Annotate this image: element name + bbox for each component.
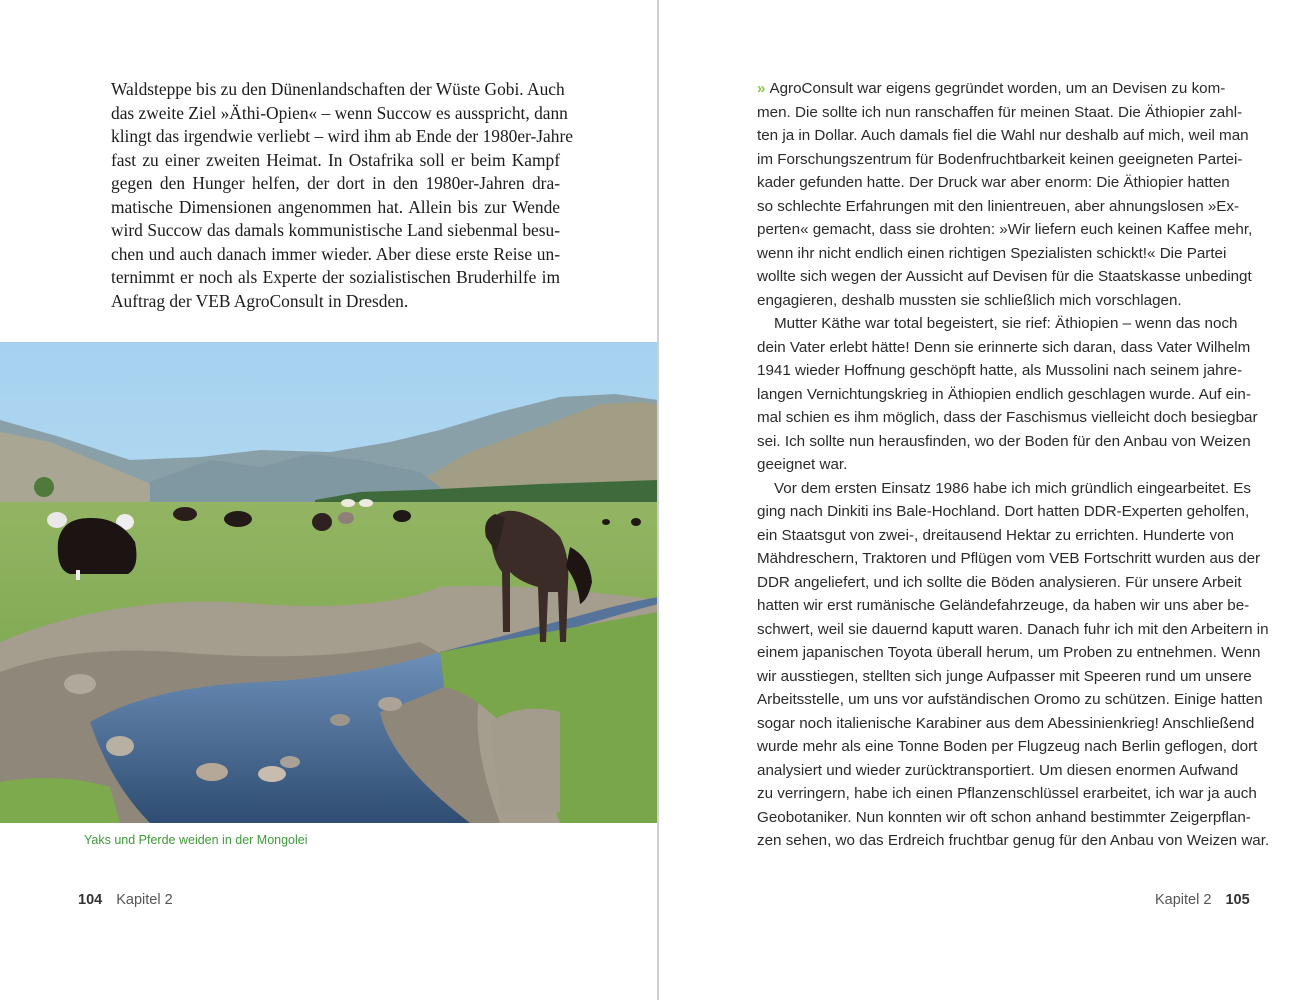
- text-line: so schlechte Erfahrungen mit den linientreuen, aber ahnungslosen »Ex-: [757, 197, 1240, 215]
- right-body-text: [757, 77, 1270, 853]
- text-line: engagieren, deshalb mussten sie schließlich mich vorschlagen.: [757, 291, 1182, 309]
- text-line: geeignet war.: [757, 456, 848, 473]
- photo-caption: Yaks und Pferde weiden in der Mongolei: [84, 833, 308, 847]
- text-line: kader gefunden hatte. Der Druck war aber enorm: Die Äthiopier hatten: [757, 174, 1230, 191]
- text-line: wurde mehr als eine Tonne Boden per Flugzeug nach Berlin geflogen, dort: [757, 738, 1258, 755]
- text-line: Geobotaniker. Nun konnten wir oft schon anhand bestimmter Zeigerpflan-: [757, 808, 1251, 826]
- mongolia-landscape-photo: [0, 342, 658, 823]
- text-line: das zweite Ziel »Äthi-Opien« – wenn Succow es ausspricht, dann: [111, 102, 568, 123]
- text-line: im Forschungszentrum für Bodenfruchtbarkeit keinen geeigneten Partei-: [757, 150, 1243, 168]
- text-line: dein Vater erlebt hätte! Denn sie erinnerte sich daran, dass Vater Wilhelm: [757, 338, 1251, 356]
- text-line: sogar noch italienische Karabiner aus dem Abessinienkrieg! Anschließend: [757, 714, 1255, 732]
- right-page-folio: [1155, 892, 1250, 908]
- chapter-label: Kapitel 2: [1155, 892, 1212, 908]
- text-line: chen und auch danach immer wieder. Aber diese erste Reise un-: [111, 243, 560, 264]
- text-line: zen sehen, wo das Erdreich fruchtbar genug für den Anbau von Weizen war.: [757, 832, 1270, 849]
- text-line: gegen den Hunger helfen, der dort in den 1980er-Jahren dra-: [111, 173, 560, 193]
- text-line: wir ausstiegen, stellten sich junge Aufpasser mit Speeren rund um unsere: [757, 667, 1252, 685]
- text-line: ten ja in Dollar. Auch damals fiel die Wahl nur deshalb auf mich, weil man: [757, 127, 1249, 144]
- page-number: 104: [78, 892, 103, 908]
- page-gutter-divider: [657, 0, 659, 1000]
- text-line: DDR angeliefert, und ich sollte die Böden analysieren. Für unsere Arbeit: [757, 573, 1242, 591]
- page-number: 105: [1225, 892, 1250, 908]
- text-line: Auftrag der VEB AgroConsult in Dresden.: [111, 290, 409, 311]
- text-line: wenn ihr nicht endlich einen richtigen Spezialisten schickt!« Die Partei: [757, 244, 1227, 262]
- text-line: einem japanischen Toyota überall herum, um Proben zu entnehmen. Wenn: [757, 644, 1261, 661]
- left-page-folio: [78, 892, 173, 908]
- text-line: » AgroConsult war eigens gegründet worden, um an Devisen zu kom-: [757, 80, 1226, 97]
- text-line: klingt das irgendwie verliebt – wird ihm ab Ende der 1980er-Jahre: [111, 126, 573, 146]
- text-line: ging nach Dinkiti ins Bale-Hochland. Dort hatten DDR-Experten geholfen,: [757, 503, 1250, 520]
- text-line: zu verringern, habe ich einen Pflanzenschlüssel erarbeitet, ich war ja auch: [757, 785, 1257, 802]
- text-line: Mutter Käthe war total begeistert, sie rief: Äthiopien – wenn das noch: [774, 315, 1238, 332]
- text-line: wollte sich wegen der Aussicht auf Devisen für die Staatskasse unbedingt: [757, 268, 1252, 285]
- text-line: hatten wir erst rumänische Geländefahrzeuge, da haben wir uns aber be-: [757, 597, 1250, 614]
- text-line: fast zu einer zweiten Heimat. In Ostafrika soll er beim Kampf: [111, 149, 560, 170]
- text-line: ternimmt er noch als Experte der sozialistischen Bruderhilfe im: [111, 267, 560, 287]
- text-line: Vor dem ersten Einsatz 1986 habe ich mich gründlich eingearbeitet. Es: [774, 479, 1251, 497]
- text-line: mal schien es ihm möglich, dass der Faschismus vielleicht doch besiegbar: [757, 409, 1258, 426]
- text-line: sei. Ich sollte nun herausfinden, wo der Boden für den Anbau von Weizen: [757, 432, 1251, 450]
- text-line: matische Dimensionen angenommen hat. Allein bis zur Wende: [111, 196, 560, 217]
- text-line: 1941 wieder Hoffnung geschöpft hatte, als Mussolini nach seinem jahre-: [757, 362, 1243, 379]
- text-line: langen Vernichtungskrieg in Äthiopien endlich geschlagen wurde. Auf ein-: [757, 385, 1251, 403]
- text-line: perten« gemacht, dass sie drohten: »Wir liefern euch keinen Kaffee mehr,: [757, 221, 1253, 238]
- text-line: schwert, weil sie dauernd kaputt waren. Danach fuhr ich mit den Arbeitern in: [757, 620, 1269, 638]
- text-line: Mähdreschern, Traktoren und Pflügen vom VEB Fortschritt wurden aus der: [757, 550, 1261, 567]
- text-line: ein Staatsgut von zwei-, dreitausend Hektar zu errichten. Hunderte von: [757, 526, 1234, 544]
- text-line: analysiert und wieder zurücktransportiert. Um diesen enormen Aufwand: [757, 761, 1239, 779]
- text-line: wird Succow das damals kommunistische Land siebenmal besu-: [111, 220, 560, 240]
- left-body-text: [111, 78, 573, 313]
- text-line: Waldsteppe bis zu den Dünenlandschaften der Wüste Gobi. Auch: [111, 79, 565, 99]
- chapter-label: Kapitel 2: [116, 892, 173, 908]
- text-line: men. Die sollte ich nun ranschaffen für meinen Staat. Die Äthiopier zahl-: [757, 103, 1243, 121]
- quote-chevron-icon: »: [757, 80, 764, 97]
- text-line: Arbeitsstelle, um uns vor aufständischen Oromo zu schützen. Einige hatten: [757, 691, 1263, 708]
